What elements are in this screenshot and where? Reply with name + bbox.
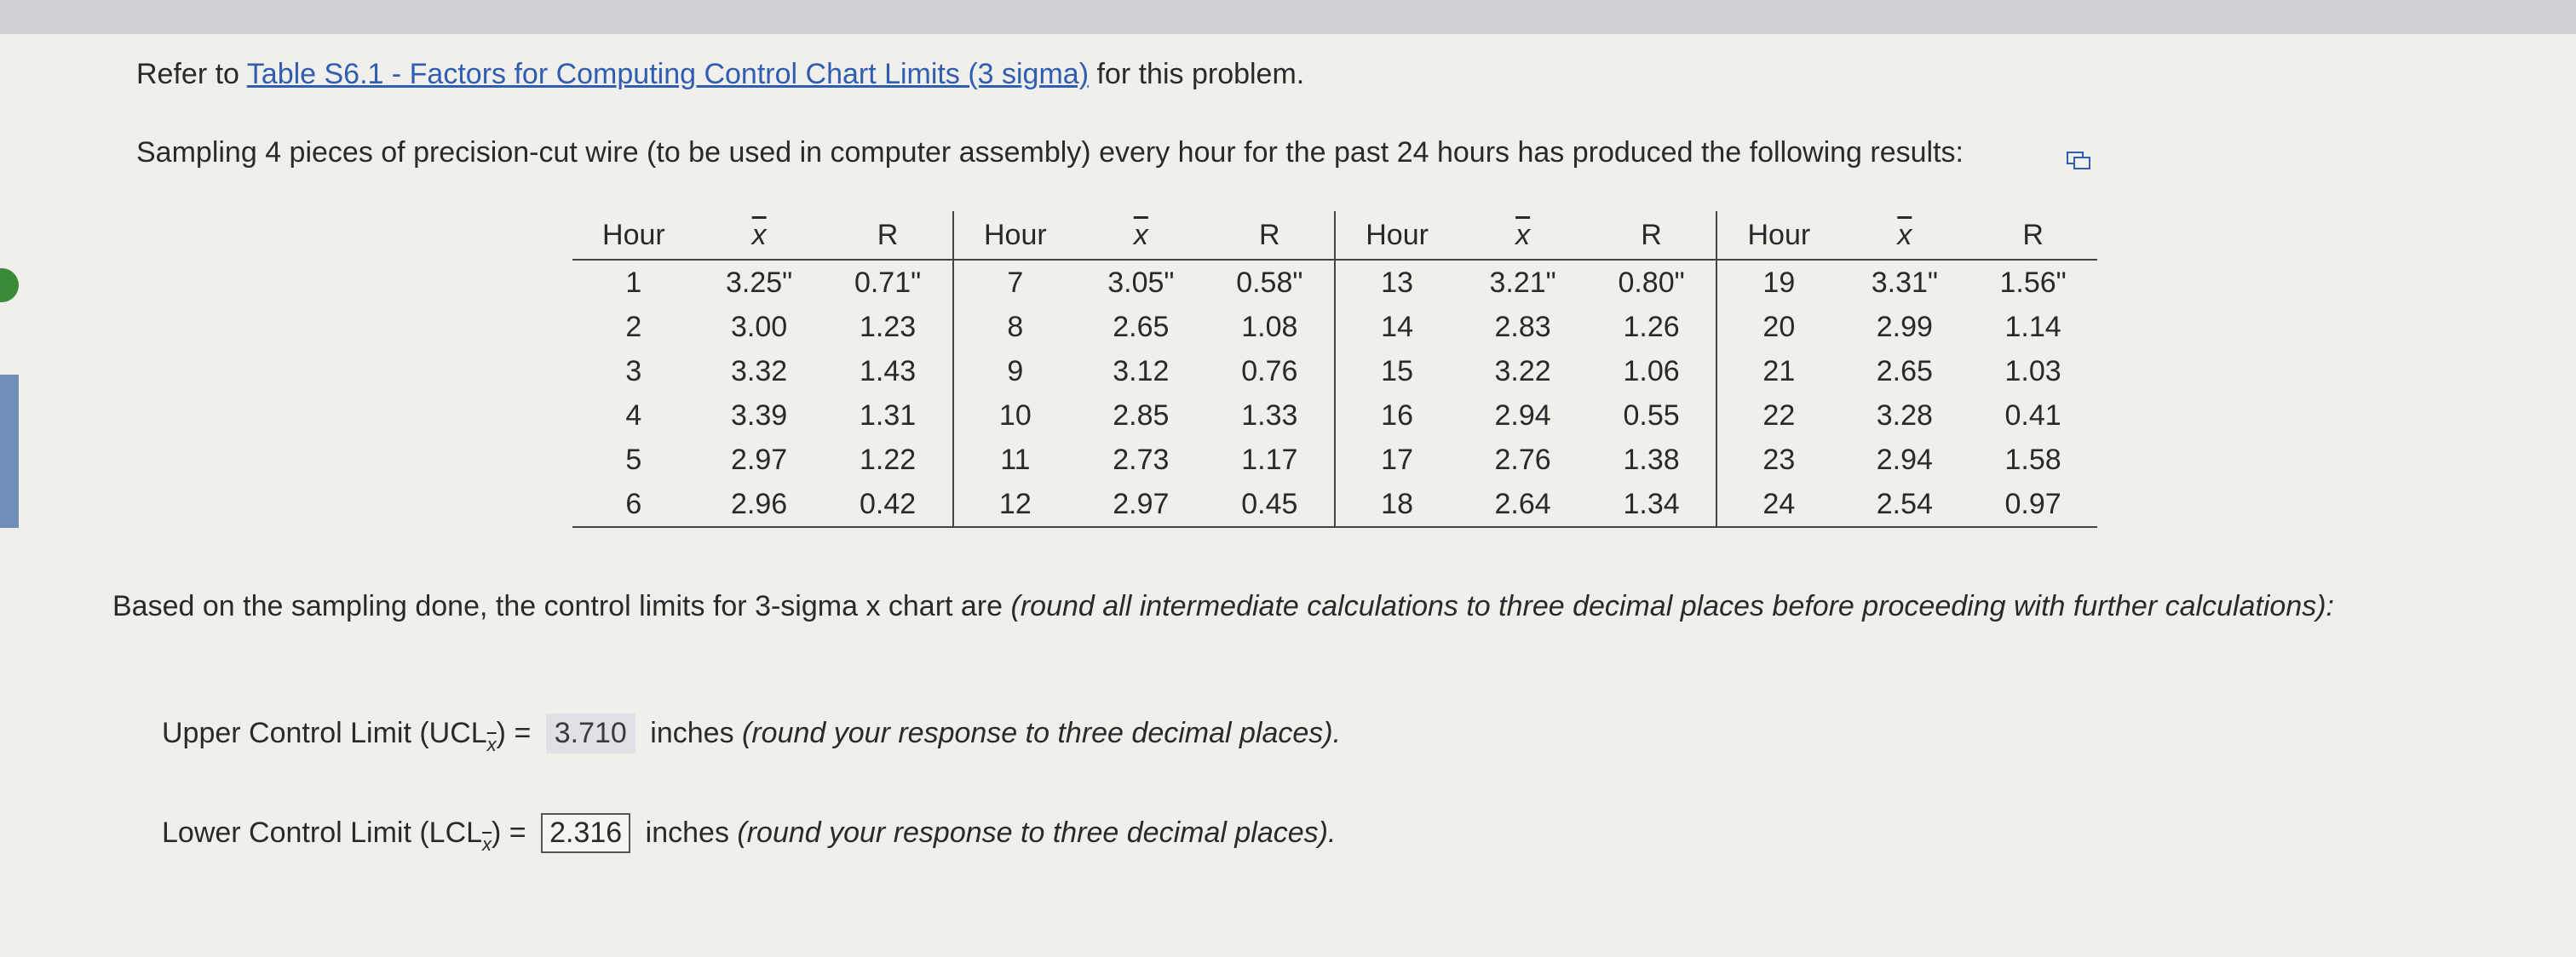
table-cell: 2.94: [1876, 443, 1933, 476]
table-cell: 4: [625, 398, 642, 432]
table-cell: 22: [1716, 393, 1840, 438]
intro-line: [136, 58, 1304, 91]
table-cell: 2.96: [695, 482, 824, 527]
table-cell: 3.39: [731, 398, 788, 432]
header-xbar: $\overline{x}$: [695, 211, 824, 260]
table-cell: 1.06: [1623, 354, 1680, 387]
table-row: [572, 482, 2097, 527]
table-cell: 2.83: [1494, 310, 1551, 343]
table-cell: 2.54: [1840, 482, 1969, 527]
table-cell: 6: [572, 482, 695, 527]
table-cell: 7: [953, 260, 1077, 305]
lcl-label-prefix: Lower Control Limit (LCL: [162, 817, 483, 849]
table-cell: 1.17: [1241, 443, 1298, 476]
table-cell: 0.97: [1969, 482, 2097, 527]
header-hour: Hour: [1716, 211, 1840, 260]
intro-prefix: Refer to: [136, 58, 247, 90]
table-row: [572, 305, 2097, 349]
table-cell: 3.25": [725, 266, 793, 299]
factors-table-link[interactable]: Table S6.1 - Factors for Computing Control Chart Limits (3 sigma): [246, 58, 1090, 90]
table-cell: 20: [1716, 305, 1840, 349]
table-cell: 2.73: [1113, 443, 1170, 476]
table-cell: 1.26: [1623, 310, 1680, 343]
table-cell: 0.41: [2004, 398, 2061, 432]
table-row: [572, 260, 2097, 305]
lcl-unit: inches: [645, 817, 729, 849]
question-text: Based on the sampling done, the control limits for 3-sigma x chart are: [112, 590, 1011, 622]
table-cell: 0.42: [823, 482, 952, 527]
rounding-instruction: (round all intermediate calculations to three decimal places before proceeding with further calculations):: [1010, 590, 2335, 622]
table-cell: 0.45: [1205, 482, 1335, 527]
copy-icon[interactable]: [2067, 152, 2090, 170]
table-header-row: [572, 211, 2097, 260]
table-cell: 0.71": [854, 266, 922, 299]
table-cell: 1.34: [1587, 482, 1716, 527]
status-dot: [0, 268, 19, 302]
header-range: R: [1969, 211, 2097, 260]
table-cell: 2.64: [1458, 482, 1587, 527]
ucl-line: [162, 713, 1341, 756]
table-cell: 2.65: [1113, 310, 1170, 343]
table-cell: 19: [1716, 260, 1840, 305]
table-cell: 3.31": [1871, 266, 1938, 299]
table-cell: 0.55: [1623, 398, 1680, 432]
table-cell: 1.43: [859, 354, 917, 387]
table-cell: 0.80": [1618, 266, 1685, 299]
ucl-answer-field[interactable]: 3.710: [546, 713, 635, 754]
table-cell: 8: [953, 305, 1077, 349]
table-cell: 14: [1335, 305, 1458, 349]
table-cell: 2.85: [1113, 398, 1170, 432]
header-xbar: $\overline{x}$: [1840, 211, 1969, 260]
table-cell: 3.21": [1489, 266, 1556, 299]
header-hour: Hour: [1335, 211, 1458, 260]
table-cell: 9: [953, 349, 1077, 393]
table-cell: 2.99: [1876, 310, 1933, 343]
table-cell: 1.22: [859, 443, 917, 476]
table-cell: 2.94: [1494, 398, 1551, 432]
table-cell: 3.32: [731, 354, 788, 387]
table-cell: 1: [625, 266, 642, 299]
table-row: [572, 393, 2097, 438]
table-cell: 18: [1335, 482, 1458, 527]
table-cell: 24: [1716, 482, 1840, 527]
header-xbar: $\overline{x}$: [1458, 211, 1587, 260]
table-cell: 1.14: [2004, 310, 2061, 343]
table-cell: 0.58": [1236, 266, 1303, 299]
lcl-line: [162, 813, 1336, 856]
lcl-label-sub: x: [482, 834, 492, 855]
table-cell: 3.12: [1113, 354, 1170, 387]
ucl-label-prefix: Upper Control Limit (UCL: [162, 717, 487, 749]
table-cell: 5: [625, 443, 642, 476]
intro-suffix: for this problem.: [1089, 58, 1305, 90]
table-cell: 11: [953, 438, 1077, 482]
ucl-label-suffix: ) =: [496, 717, 532, 749]
lcl-answer-field[interactable]: 2.316: [541, 813, 630, 853]
table-cell: 1.08: [1241, 310, 1298, 343]
table-cell: 23: [1716, 438, 1840, 482]
question-instructions: [112, 587, 2498, 625]
table-cell: 3.00: [731, 310, 788, 343]
header-hour: Hour: [953, 211, 1077, 260]
table-cell: 2: [625, 310, 642, 343]
table-cell: 1.23: [859, 310, 917, 343]
table-cell: 17: [1335, 438, 1458, 482]
lcl-hint: (round your response to three decimal places).: [737, 817, 1337, 849]
table-cell: 3: [625, 354, 642, 387]
header-hour: Hour: [572, 211, 695, 260]
table-cell: 10: [953, 393, 1077, 438]
table-cell: 15: [1335, 349, 1458, 393]
top-strip: [0, 0, 2576, 34]
header-range: R: [1587, 211, 1716, 260]
table-cell: 1.03: [2004, 354, 2061, 387]
table-cell: 2.76: [1494, 443, 1551, 476]
table-cell: 2.97: [1077, 482, 1205, 527]
table-row: [572, 438, 2097, 482]
ucl-label-sub: x: [486, 734, 497, 755]
table-cell: 1.38: [1623, 443, 1680, 476]
header-xbar: $\overline{x}$: [1077, 211, 1205, 260]
table-cell: 16: [1335, 393, 1458, 438]
table-cell: 12: [953, 482, 1077, 527]
table-cell: 1.33: [1241, 398, 1298, 432]
problem-statement: Sampling 4 pieces of precision-cut wire (to be used in computer assembly) every hour for the past 24 hours has produced the following results:: [136, 136, 1964, 169]
ucl-unit: inches: [650, 717, 734, 749]
table-cell: 0.76: [1241, 354, 1298, 387]
table-row: [572, 349, 2097, 393]
table-cell: 3.22: [1494, 354, 1551, 387]
table-cell: 2.65: [1876, 354, 1933, 387]
header-range: R: [1205, 211, 1335, 260]
table-cell: 1.31: [859, 398, 917, 432]
ucl-hint: (round your response to three decimal places).: [742, 717, 1342, 749]
table-cell: 1.56": [1999, 266, 2067, 299]
side-tab[interactable]: [0, 375, 19, 528]
table-cell: 2.97: [731, 443, 788, 476]
lcl-label-suffix: ) =: [492, 817, 526, 849]
table-cell: 21: [1716, 349, 1840, 393]
sample-data-table: [572, 211, 2097, 528]
table-cell: 1.58: [2004, 443, 2061, 476]
table-cell: 13: [1335, 260, 1458, 305]
header-range: R: [823, 211, 952, 260]
table-cell: 3.28: [1876, 398, 1933, 432]
table-cell: 3.05": [1107, 266, 1175, 299]
